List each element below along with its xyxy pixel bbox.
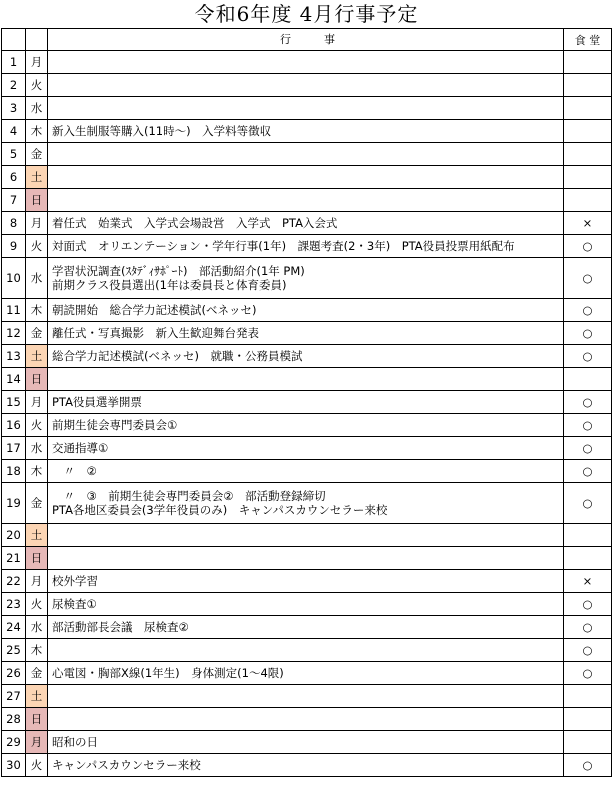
event-line: 交通指導① xyxy=(52,441,109,455)
event-line: 着任式 始業式 入学式会場設営 入学式 PTA入会式 xyxy=(52,216,338,230)
weekday-cell: 日 xyxy=(26,189,48,212)
events-cell xyxy=(48,685,564,708)
events-cell xyxy=(48,189,564,212)
weekday-cell: 木 xyxy=(26,460,48,483)
cafeteria-mark xyxy=(564,731,612,754)
event-line: 新入生制服等購入(11時～) 入学料等徴収 xyxy=(52,124,272,138)
cafeteria-mark: ○ xyxy=(564,258,612,299)
day-number: 30 xyxy=(2,754,26,777)
events-cell xyxy=(48,345,564,368)
day-number: 14 xyxy=(2,368,26,391)
weekday-cell: 土 xyxy=(26,685,48,708)
weekday-cell: 月 xyxy=(26,570,48,593)
schedule-row xyxy=(2,322,612,345)
event-line: 部活動部長会議 尿検査② xyxy=(52,620,189,634)
schedule-row xyxy=(2,685,612,708)
events-cell xyxy=(48,460,564,483)
day-number: 22 xyxy=(2,570,26,593)
schedule-row xyxy=(2,97,612,120)
events-cell xyxy=(48,524,564,547)
cafeteria-mark: ○ xyxy=(564,437,612,460)
schedule-row xyxy=(2,166,612,189)
schedule-row xyxy=(2,547,612,570)
cafeteria-mark xyxy=(564,368,612,391)
events-cell xyxy=(48,593,564,616)
day-number: 12 xyxy=(2,322,26,345)
schedule-row xyxy=(2,708,612,731)
header-events-cell xyxy=(48,29,564,51)
cafeteria-mark: ○ xyxy=(564,754,612,777)
day-number: 5 xyxy=(2,143,26,166)
schedule-row xyxy=(2,120,612,143)
cafeteria-mark: ○ xyxy=(564,460,612,483)
header-weekday-cell xyxy=(26,29,48,51)
events-cell xyxy=(48,299,564,322)
events-cell xyxy=(48,166,564,189)
schedule-row xyxy=(2,391,612,414)
events-cell xyxy=(48,754,564,777)
cafeteria-mark xyxy=(564,143,612,166)
day-number: 7 xyxy=(2,189,26,212)
events-cell xyxy=(48,97,564,120)
events-cell xyxy=(48,570,564,593)
event-line: 学習状況調査(ｽﾀﾃﾞｨｻﾎﾟｰﾄ) 部活動紹介(1年 PM) xyxy=(52,264,305,278)
header-day-cell xyxy=(2,29,26,51)
cafeteria-mark xyxy=(564,524,612,547)
event-line: キャンパスカウンセラー来校 xyxy=(52,758,201,772)
event-line: 対面式 オリエンテーション・学年行事(1年) 課題考査(2・3年) PTA役員投票用紙配布 xyxy=(52,239,515,253)
weekday-cell: 月 xyxy=(26,51,48,74)
cafeteria-mark xyxy=(564,166,612,189)
weekday-cell: 木 xyxy=(26,639,48,662)
event-line: 朝読開始 総合学力記述模試(ベネッセ) xyxy=(52,303,257,317)
weekday-cell: 日 xyxy=(26,368,48,391)
event-line: 総合学力記述模試(ベネッセ) 就職・公務員模試 xyxy=(52,349,303,363)
events-cell xyxy=(48,616,564,639)
weekday-cell: 木 xyxy=(26,299,48,322)
day-number: 27 xyxy=(2,685,26,708)
cafeteria-mark: ○ xyxy=(564,322,612,345)
cafeteria-mark: × xyxy=(564,570,612,593)
schedule-row xyxy=(2,414,612,437)
schedule-row xyxy=(2,212,612,235)
events-cell xyxy=(48,662,564,685)
cafeteria-mark xyxy=(564,685,612,708)
schedule-row xyxy=(2,460,612,483)
day-number: 19 xyxy=(2,483,26,524)
page-title: 令和6年度 4月行事予定 xyxy=(194,2,419,26)
cafeteria-mark: ○ xyxy=(564,414,612,437)
events-cell xyxy=(48,437,564,460)
weekday-cell: 火 xyxy=(26,593,48,616)
weekday-cell: 水 xyxy=(26,97,48,120)
cafeteria-mark: ○ xyxy=(564,616,612,639)
cafeteria-mark xyxy=(564,189,612,212)
cafeteria-mark xyxy=(564,708,612,731)
event-line: 〃 ③ 前期生徒会専門委員会② 部活動登録締切 xyxy=(52,489,326,503)
schedule-row xyxy=(2,524,612,547)
event-line: 尿検査① xyxy=(52,597,97,611)
events-cell xyxy=(48,708,564,731)
day-number: 17 xyxy=(2,437,26,460)
cafeteria-mark: × xyxy=(564,212,612,235)
header-events-label-2: 事 xyxy=(324,32,335,46)
events-cell xyxy=(48,414,564,437)
day-number: 8 xyxy=(2,212,26,235)
day-number: 6 xyxy=(2,166,26,189)
weekday-cell: 水 xyxy=(26,437,48,460)
day-number: 25 xyxy=(2,639,26,662)
cafeteria-mark xyxy=(564,74,612,97)
schedule-row xyxy=(2,51,612,74)
schedule-row xyxy=(2,235,612,258)
events-cell xyxy=(48,235,564,258)
schedule-row xyxy=(2,368,612,391)
schedule-row xyxy=(2,189,612,212)
events-cell xyxy=(48,547,564,570)
day-number: 3 xyxy=(2,97,26,120)
schedule-row xyxy=(2,437,612,460)
weekday-cell: 金 xyxy=(26,143,48,166)
schedule-row xyxy=(2,258,612,299)
schedule-row xyxy=(2,616,612,639)
day-number: 28 xyxy=(2,708,26,731)
day-number: 24 xyxy=(2,616,26,639)
weekday-cell: 火 xyxy=(26,74,48,97)
cafeteria-mark xyxy=(564,547,612,570)
cafeteria-mark xyxy=(564,51,612,74)
schedule-row xyxy=(2,754,612,777)
day-number: 15 xyxy=(2,391,26,414)
event-line: 〃 ② xyxy=(52,464,97,478)
weekday-cell: 土 xyxy=(26,166,48,189)
events-cell xyxy=(48,639,564,662)
events-cell xyxy=(48,120,564,143)
weekday-cell: 火 xyxy=(26,235,48,258)
day-number: 10 xyxy=(2,258,26,299)
cafeteria-mark: ○ xyxy=(564,593,612,616)
cafeteria-mark: ○ xyxy=(564,391,612,414)
event-line: PTA役員選挙開票 xyxy=(52,395,142,409)
schedule-row xyxy=(2,639,612,662)
cafeteria-mark: ○ xyxy=(564,235,612,258)
schedule-row xyxy=(2,570,612,593)
events-cell xyxy=(48,483,564,524)
events-cell xyxy=(48,258,564,299)
weekday-cell: 日 xyxy=(26,708,48,731)
header-row xyxy=(2,29,612,51)
events-cell xyxy=(48,143,564,166)
events-cell xyxy=(48,322,564,345)
cafeteria-mark: ○ xyxy=(564,345,612,368)
event-line: 昭和の日 xyxy=(52,735,98,749)
schedule-row xyxy=(2,143,612,166)
weekday-cell: 金 xyxy=(26,662,48,685)
schedule-row xyxy=(2,299,612,322)
event-line: 前期クラス役員選出(1年は委員長と体育委員) xyxy=(52,278,287,292)
day-number: 13 xyxy=(2,345,26,368)
weekday-cell: 火 xyxy=(26,754,48,777)
schedule-row xyxy=(2,345,612,368)
event-line: 心電図・胸部X線(1年生) 身体測定(1～4限) xyxy=(52,666,284,680)
schedule-row xyxy=(2,483,612,524)
schedule-row xyxy=(2,74,612,97)
schedule-row xyxy=(2,593,612,616)
day-number: 4 xyxy=(2,120,26,143)
events-cell xyxy=(48,391,564,414)
schedule-row xyxy=(2,731,612,754)
cafeteria-mark xyxy=(564,120,612,143)
events-cell xyxy=(48,212,564,235)
events-cell xyxy=(48,74,564,97)
event-line: 校外学習 xyxy=(52,574,98,588)
day-number: 18 xyxy=(2,460,26,483)
header-cafeteria-cell: 食 堂 xyxy=(564,29,612,51)
cafeteria-mark: ○ xyxy=(564,299,612,322)
weekday-cell: 月 xyxy=(26,731,48,754)
cafeteria-mark: ○ xyxy=(564,662,612,685)
schedule-table xyxy=(1,28,612,777)
day-number: 9 xyxy=(2,235,26,258)
cafeteria-mark: ○ xyxy=(564,483,612,524)
day-number: 29 xyxy=(2,731,26,754)
schedule-row xyxy=(2,662,612,685)
day-number: 1 xyxy=(2,51,26,74)
cafeteria-mark: ○ xyxy=(564,639,612,662)
weekday-cell: 火 xyxy=(26,414,48,437)
day-number: 26 xyxy=(2,662,26,685)
weekday-cell: 水 xyxy=(26,258,48,299)
events-cell xyxy=(48,51,564,74)
weekday-cell: 土 xyxy=(26,345,48,368)
weekday-cell: 金 xyxy=(26,322,48,345)
day-number: 16 xyxy=(2,414,26,437)
day-number: 23 xyxy=(2,593,26,616)
weekday-cell: 土 xyxy=(26,524,48,547)
events-cell xyxy=(48,731,564,754)
event-line: 離任式・写真撮影 新入生歓迎舞台発表 xyxy=(52,326,259,340)
day-number: 11 xyxy=(2,299,26,322)
day-number: 21 xyxy=(2,547,26,570)
header-events-label-1: 行 xyxy=(280,32,291,46)
cafeteria-mark xyxy=(564,97,612,120)
weekday-cell: 木 xyxy=(26,120,48,143)
weekday-cell: 金 xyxy=(26,483,48,524)
events-cell xyxy=(48,368,564,391)
weekday-cell: 水 xyxy=(26,616,48,639)
weekday-cell: 月 xyxy=(26,212,48,235)
day-number: 20 xyxy=(2,524,26,547)
event-line: PTA各地区委員会(3学年役員のみ) キャンパスカウンセラー来校 xyxy=(52,503,388,517)
weekday-cell: 月 xyxy=(26,391,48,414)
weekday-cell: 日 xyxy=(26,547,48,570)
event-line: 前期生徒会専門委員会① xyxy=(52,418,178,432)
day-number: 2 xyxy=(2,74,26,97)
